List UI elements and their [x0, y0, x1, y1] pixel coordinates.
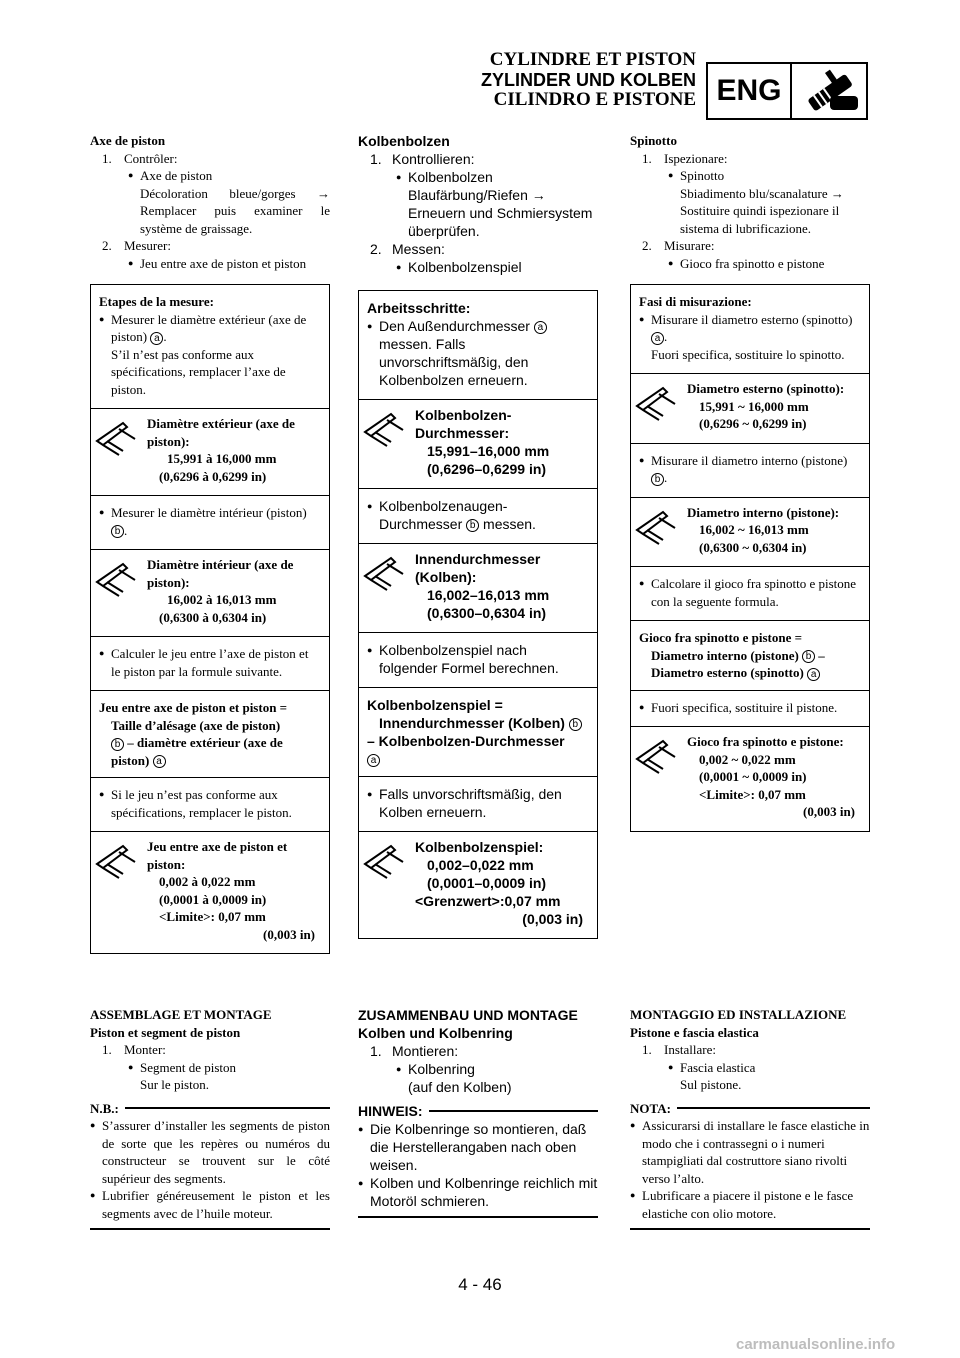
- caliper-icon: [631, 504, 687, 557]
- bullet: ● Fascia elastica: [630, 1059, 870, 1077]
- box-section: [631, 285, 869, 374]
- note-header: HINWEIS:: [358, 1102, 598, 1120]
- caliper-icon: [359, 550, 415, 622]
- spec-block: [91, 409, 329, 496]
- box-title: Etapes de la mesure:: [99, 294, 214, 309]
- mark-a: a: [153, 755, 166, 768]
- mark-a: a: [651, 332, 664, 345]
- note-end-rule: [630, 1228, 870, 1230]
- bullet: ● Kolbenbolzen: [358, 168, 598, 186]
- asm-sub: Piston et segment de piston: [90, 1024, 241, 1040]
- box-title: Arbeitsschritte:: [367, 300, 471, 316]
- note-end-rule: [90, 1228, 330, 1230]
- caliper-icon: [91, 556, 147, 626]
- section-title: [481, 50, 696, 110]
- box-section: [631, 444, 869, 498]
- formula: Gioco fra spinotto e pistone = Diametro interno (pistone) b – Diametro esterno (spinotto) a: [631, 621, 869, 691]
- mark-a: a: [150, 332, 163, 345]
- step: 1. Kontrollieren:: [370, 151, 475, 167]
- spec-text: Diamètre extérieur (axe de piston): 15,991 à 16,000 mm (0,6296 à 0,6299 in): [147, 416, 295, 484]
- spec-block: [359, 400, 597, 489]
- spec-text: Jeu entre axe de piston et piston: 0,002 à 0,022 mm (0,0001 à 0,0009 in) <Limite>: 0,07 mm (0,003 in): [147, 839, 315, 942]
- spec-text: Innendurchmesser (Kolben): 16,002–16,013 mm (0,6300–0,6304 in): [415, 551, 550, 621]
- mark-b: b: [466, 519, 479, 532]
- bullet: ● Jeu entre axe de piston et piston: [90, 255, 330, 273]
- note-bullet: ● Kolben und Kolbenringe reichlich mit Motoröl schmieren.: [358, 1174, 598, 1210]
- note-header: NOTA:: [630, 1100, 870, 1118]
- note-bullet: ● Lubrifier généreusement le piston et les segments avec de l’huile moteur.: [90, 1187, 330, 1222]
- spec-text: Gioco fra spinotto e pistone: 0,002 ~ 0,022 mm (0,0001 ~ 0,0009 in) <Limite>: 0,07 mm (0,003 in): [687, 734, 855, 819]
- column-de: [358, 132, 598, 939]
- heading: Axe de piston: [90, 133, 166, 148]
- bullet-text: (auf den Kolben): [408, 1079, 512, 1095]
- box-bullet-tail: S’il n’est pas conforme aux spécifications, remplacer l’axe de piston.: [111, 346, 286, 397]
- box-title: Fasi di misurazione:: [639, 294, 752, 309]
- formula: Jeu entre axe de piston et piston = Taille d’alésage (axe de piston) b – diamètre extérieur (axe de piston) a: [91, 691, 329, 778]
- watermark: carmanualsonline.info: [736, 1336, 896, 1353]
- box-section: [91, 637, 329, 691]
- assembly-it: [630, 1006, 870, 1230]
- spec-text: Diamètre intérieur (axe de piston): 16,002 à 16,013 mm (0,6300 à 0,6304 in): [147, 557, 294, 625]
- box-bullet: ● Si le jeu n’est pas conforme aux spécifications, remplacer le piston.: [99, 786, 321, 821]
- heading: Spinotto: [630, 133, 677, 148]
- measurement-box: [630, 284, 870, 832]
- caliper-icon: [91, 838, 147, 943]
- box-bullet: ● Calcolare il gioco fra spinotto e pistone con la seguente formula.: [639, 575, 861, 610]
- note-header: N.B.:: [90, 1100, 330, 1118]
- mark-b: b: [111, 525, 124, 538]
- box-section: [631, 691, 869, 728]
- note-bullet: ● Assicurarsi di installare le fasce elastiche in modo che i contrassegni o i numeri stampigliati dal costruttore siano rivolti verso l’alto.: [630, 1117, 870, 1187]
- bullet: ● Segment de piston: [90, 1059, 330, 1077]
- caliper-icon: [359, 838, 415, 928]
- column-it: [630, 132, 870, 832]
- spec-block: [359, 832, 597, 938]
- eng-badge: [706, 62, 868, 120]
- asm-heading: ASSEMBLAGE ET MONTAGE: [90, 1007, 272, 1022]
- box-section: [359, 489, 597, 544]
- bullet-text: Blaufärbung/Riefen → Erneuern und Schmiersystem überprüfen.: [408, 187, 593, 239]
- column-fr: [90, 132, 330, 954]
- title-it: CILINDRO E PISTONE: [493, 89, 696, 110]
- measurement-box: [90, 284, 330, 954]
- step: 2. Mesurer:: [102, 238, 171, 253]
- box-bullet: ● Fuori specifica, sostituire il pistone.: [639, 699, 861, 717]
- step: 1. Monter:: [102, 1042, 166, 1057]
- spec-text: Kolbenbolzenspiel: 0,002–0,022 mm (0,0001–0,0009 in) <Grenzwert>:0,07 mm (0,003 in): [415, 839, 583, 927]
- box-section: [91, 778, 329, 832]
- box-section: [359, 633, 597, 688]
- spec-block: [91, 832, 329, 953]
- box-bullet: ● Mesurer le diamètre intérieur (piston) b .: [99, 504, 321, 539]
- bullet: ● Gioco fra spinotto e pistone: [630, 255, 870, 273]
- box-section: [91, 496, 329, 550]
- mark-b: b: [569, 718, 582, 731]
- bullet: ● Axe de piston: [90, 167, 330, 185]
- box-section: [359, 291, 597, 400]
- asm-heading: MONTAGGIO ED INSTALLAZIONE: [630, 1007, 847, 1022]
- page-number: 4 - 46: [458, 1275, 502, 1294]
- engine-tool-icon: [792, 64, 866, 118]
- formula: Kolbenbolzenspiel = Innendurchmesser (Kolben) b – Kolbenbolzen-Durchmesser a: [359, 688, 597, 777]
- caliper-icon: [631, 733, 687, 821]
- box-bullet-tail: Fuori specifica, sostituire lo spinotto.: [651, 346, 845, 362]
- mark-a: a: [367, 754, 380, 767]
- caliper-icon: [359, 406, 415, 478]
- note-bullet: ● Die Kolbenringe so montieren, daß die Herstellerangaben nach oben weisen.: [358, 1120, 598, 1174]
- bullet-text: Sur le piston.: [140, 1077, 209, 1092]
- bullet: ● Spinotto: [630, 167, 870, 185]
- asm-sub: Pistone e fascia elastica: [630, 1024, 759, 1040]
- step: 1. Montieren:: [370, 1043, 459, 1059]
- title-de: ZYLINDER UND KOLBEN: [481, 70, 696, 90]
- spec-block: [631, 727, 869, 831]
- title-fr: CYLINDRE ET PISTON: [489, 49, 696, 70]
- box-section: [631, 567, 869, 621]
- box-bullet: ● Falls unvorschriftsmäßig, den Kolben erneuern.: [367, 785, 589, 821]
- box-bullet: ● Den Außendurchmesser a messen. Falls unvorschriftsmäßig, den Kolbenbolzen erneuern.: [367, 317, 589, 389]
- mark-a: a: [534, 321, 547, 334]
- box-bullet: ● Mesurer le diamètre extérieur (axe de piston) a .: [99, 311, 321, 346]
- mark-b: b: [802, 650, 815, 663]
- box-bullet: ● Misurare il diametro interno (pistone) b .: [639, 452, 861, 487]
- spec-text: Kolbenbolzen-Durchmesser: 15,991–16,000 mm (0,6296–0,6299 in): [415, 407, 550, 477]
- box-bullet: ● Calculer le jeu entre l’axe de piston et le piston par la formule suivante.: [99, 645, 321, 680]
- mark-b: b: [111, 738, 124, 751]
- box-bullet: ● Kolbenbolzenaugen-Durchmesser b messen.: [367, 497, 589, 533]
- note-bullet: ● Lubrificare a piacere il pistone e le fasce elastiche con olio motore.: [630, 1187, 870, 1222]
- note-bullet: ● S’assurer d’installer les segments de piston de sorte que les repères ou numéros du constructeur se trouvent sur le côté supérieur des segments.: [90, 1117, 330, 1187]
- step: 2. Messen:: [370, 241, 445, 257]
- step: 2. Misurare:: [642, 238, 715, 253]
- box-section: [359, 777, 597, 832]
- bullet: ● Kolbenring: [358, 1060, 598, 1078]
- spec-block: [91, 550, 329, 637]
- step: 1. Installare:: [642, 1042, 716, 1057]
- caliper-icon: [91, 415, 147, 485]
- note-end-rule: [358, 1216, 598, 1218]
- assembly-de: [358, 1006, 598, 1218]
- spec-block: [359, 544, 597, 633]
- heading: Kolbenbolzen: [358, 133, 450, 149]
- box-bullet: ● Misurare il diametro esterno (spinotto) a .: [639, 311, 861, 346]
- spec-block: [631, 498, 869, 568]
- bullet-text: Sbiadimento blu/scanalature → Sostituire quindi ispezionare il sistema di lubrificazione.: [680, 185, 844, 236]
- caliper-icon: [631, 380, 687, 433]
- spec-block: [631, 374, 869, 444]
- bullet-text: Décoloration bleue/gorges → Remplacer puis examiner le système de graissage.: [140, 185, 330, 236]
- mark-a: a: [807, 668, 820, 681]
- bullet: ● Kolbenbolzenspiel: [358, 258, 598, 276]
- mark-b: b: [651, 473, 664, 486]
- box-bullet: ● Kolbenbolzenspiel nach folgender Formel berechnen.: [367, 641, 589, 677]
- eng-label: ENG: [708, 64, 792, 118]
- step: 1. Ispezionare:: [642, 150, 728, 166]
- spec-text: Diametro esterno (spinotto): 15,991 ~ 16,000 mm (0,6296 ~ 0,6299 in): [687, 381, 845, 431]
- spec-text: Diametro interno (pistone): 16,002 ~ 16,013 mm (0,6300 ~ 0,6304 in): [687, 504, 840, 555]
- bullet-text: Sul pistone.: [680, 1077, 742, 1092]
- measurement-box: [358, 290, 598, 939]
- asm-heading: ZUSAMMENBAU UND MONTAGE: [358, 1007, 578, 1023]
- asm-sub: Kolben und Kolbenring: [358, 1025, 513, 1041]
- step: 1. Contrôler:: [102, 150, 178, 166]
- box-section: [91, 285, 329, 409]
- assembly-fr: [90, 1006, 330, 1230]
